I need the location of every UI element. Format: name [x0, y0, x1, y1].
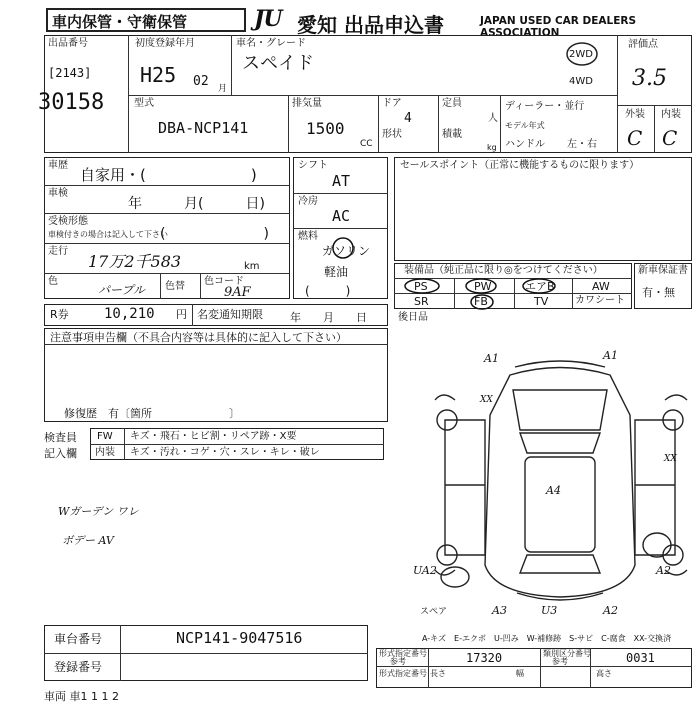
- shift-label: シフト: [298, 160, 328, 171]
- model-name-label: 車名・グレード: [236, 38, 306, 49]
- color-code-label: 色コード: [204, 276, 244, 287]
- handle-label: ハンドル: [505, 139, 545, 150]
- inspection-label: 車検: [48, 188, 68, 199]
- inspection-value: 年 月( 日): [128, 196, 265, 212]
- registration-label: 初度登録年月: [135, 38, 195, 49]
- interior-label: 内装: [661, 109, 681, 120]
- diagram-mark-u3: U3: [541, 604, 558, 617]
- recycle-value: 10,210: [104, 306, 155, 322]
- registration-month: 02: [193, 74, 209, 89]
- load-unit: kg: [487, 143, 497, 152]
- inspector-row2-head: 内装: [95, 447, 115, 458]
- lot-number: 30158: [38, 90, 105, 115]
- reception-note: 車検付きの場合は記入して下さい: [48, 230, 168, 239]
- handle-options: 左・右: [567, 139, 597, 150]
- car-diagram: [425, 345, 695, 615]
- fuel-other: ( ): [305, 284, 351, 298]
- diagram-mark-a1-right: A1: [603, 349, 618, 362]
- model-name-value: スペイド: [242, 53, 314, 74]
- footer-text: 車両 車1 1 1 2: [44, 690, 119, 703]
- diagram-mark-a2-right: A2: [656, 564, 671, 577]
- dim-length: 長さ: [430, 669, 446, 678]
- aircon-value: AC: [332, 207, 351, 225]
- diagram-spare-label: スペア: [420, 607, 448, 617]
- inspector-label-1: 検査員: [44, 431, 77, 444]
- cert-label-1: 形式指定番号: [379, 649, 427, 658]
- equipment-airbag: エアB: [525, 280, 555, 293]
- color-value: パープル: [98, 283, 145, 297]
- fuel-label: 燃料: [298, 231, 318, 242]
- load-label: 積載: [442, 129, 462, 140]
- diagram-mark-a4: A4: [546, 484, 561, 497]
- drive-wheel-indicator: [557, 37, 617, 97]
- dim-label: 形式指定番号: [379, 669, 427, 678]
- plate-label: 登録番号: [54, 660, 103, 674]
- inspector-row1: キズ・飛石・ヒビ割・リペア跡・X要: [130, 431, 297, 442]
- doors-value: 4: [404, 111, 412, 126]
- capacity-unit: 人: [488, 113, 498, 124]
- grade-label: 評価点: [628, 39, 658, 50]
- warranty-label: 新車保証書: [638, 265, 688, 276]
- equipment-circles: [394, 277, 634, 311]
- model-year-label: モデル年式: [505, 121, 545, 130]
- notes-label: 注意事項申告欄（不具合内容等は具体的に記入して下さい）: [50, 331, 347, 344]
- chassis-label: 車台番号: [54, 632, 103, 646]
- equipment-fb: FB: [474, 295, 488, 308]
- cert-value-2: 0031: [626, 651, 655, 665]
- color-label: 色: [48, 276, 58, 287]
- exterior-label: 外装: [625, 109, 645, 120]
- handwritten-note-2: ボデー AV: [62, 534, 114, 547]
- association-name: JAPAN USED CAR DEALERS ASSOCIATION: [480, 15, 637, 39]
- sales-point-box: [394, 157, 692, 261]
- inspector-row2: キズ・汚れ・コゲ・穴・スレ・キレ・破レ: [130, 447, 320, 458]
- form-title: 愛知 出品申込書: [297, 13, 444, 37]
- aircon-label: 冷房: [298, 196, 318, 207]
- shape-label: 形状: [382, 129, 402, 140]
- dim-width: 幅: [516, 669, 524, 678]
- mileage-value: 17万2千583: [88, 252, 182, 271]
- history-value: 自家用・( ): [80, 166, 257, 184]
- lot-sub-number: [2143]: [48, 66, 92, 80]
- shift-value: AT: [332, 172, 351, 190]
- chassis-value: NCP141-9047516: [176, 629, 303, 647]
- displacement-value: 1500: [306, 119, 345, 138]
- lot-label: 出品番号: [48, 38, 88, 49]
- displacement-unit: CC: [360, 139, 373, 149]
- repair-history: 修復歴 有〔箇所 〕: [64, 407, 240, 420]
- diagram-mark-ua2: UA2: [413, 564, 437, 577]
- drive-2wd: 2WD: [569, 49, 593, 60]
- reception-label: 受検形態: [48, 216, 88, 227]
- cert-sub-2: 参考: [552, 657, 568, 666]
- cert-sub-1: 参考: [390, 657, 406, 666]
- dealer-label: ディーラー・並行: [505, 101, 585, 112]
- diagram-mark-xx-left: XX: [480, 395, 493, 405]
- color-code-value: 9AF: [224, 285, 251, 300]
- exterior-grade: C: [627, 126, 643, 150]
- name-change-label: 名変通知期限: [197, 308, 263, 321]
- type-value: DBA-NCP141: [158, 119, 249, 137]
- doors-label: ドア: [382, 98, 402, 109]
- ju-logo: JU: [254, 6, 282, 32]
- recycle-label: R券: [50, 308, 69, 321]
- registration-year: H25: [140, 63, 177, 87]
- diagram-mark-a2-bottom: A2: [603, 604, 618, 617]
- diagram-mark-a3: A3: [492, 604, 507, 617]
- name-change-value: 年 月 日: [290, 311, 367, 324]
- mileage-label: 走行: [48, 246, 68, 257]
- reception-value: ( ): [160, 226, 269, 242]
- cert-value-1: 17320: [466, 651, 503, 665]
- inspector-label-2: 記入欄: [44, 447, 77, 460]
- equipment-sr: SR: [414, 295, 429, 308]
- dim-height: 高さ: [596, 669, 612, 678]
- rear-window-label: 後日品: [398, 312, 428, 323]
- capacity-label: 定員: [442, 98, 462, 109]
- drive-4wd: 4WD: [569, 76, 593, 87]
- management-label: 車内保管・守衛保管: [52, 13, 188, 31]
- equipment-tv: TV: [534, 295, 549, 308]
- mileage-unit: km: [244, 261, 260, 272]
- history-label: 車歴: [48, 160, 68, 171]
- diagram-mark-xx-right: XX: [664, 454, 677, 464]
- grade-score: 3.5: [632, 66, 667, 91]
- fuel-light-oil: 軽油: [324, 265, 349, 279]
- equipment-aw: AW: [592, 280, 610, 293]
- handwritten-note-1: Wガーデン ワレ: [58, 505, 139, 518]
- color-tone-label: 色替: [165, 281, 185, 292]
- recycle-unit: 円: [176, 308, 187, 321]
- fuel-gas: ガソリン: [322, 244, 371, 258]
- diagram-mark-a1-left: A1: [484, 352, 499, 365]
- type-label: 型式: [134, 98, 154, 109]
- equipment-pw: PW: [474, 280, 492, 293]
- cert-label-2: 類別区分番号: [543, 649, 591, 658]
- displacement-label: 排気量: [292, 98, 322, 109]
- fuel-gas-circle: [330, 235, 360, 261]
- warranty-options: 有・無: [642, 286, 675, 299]
- damage-legend: A-キズ E-エクボ U-凹み W-補修跡 S-サビ C-腐食 XX-交換済: [422, 634, 672, 643]
- registration-month-unit: 月: [218, 84, 228, 94]
- equipment-label: 装備品（純正品に限り◎をつけてください）: [404, 265, 603, 276]
- equipment-cloth-seat: カワシート: [575, 295, 625, 306]
- equipment-ps: PS: [414, 280, 428, 293]
- sales-point-label: セールスポイント（正常に機能するものに限ります）: [400, 160, 640, 171]
- interior-grade: C: [662, 126, 678, 150]
- inspector-row1-head: FW: [97, 431, 113, 442]
